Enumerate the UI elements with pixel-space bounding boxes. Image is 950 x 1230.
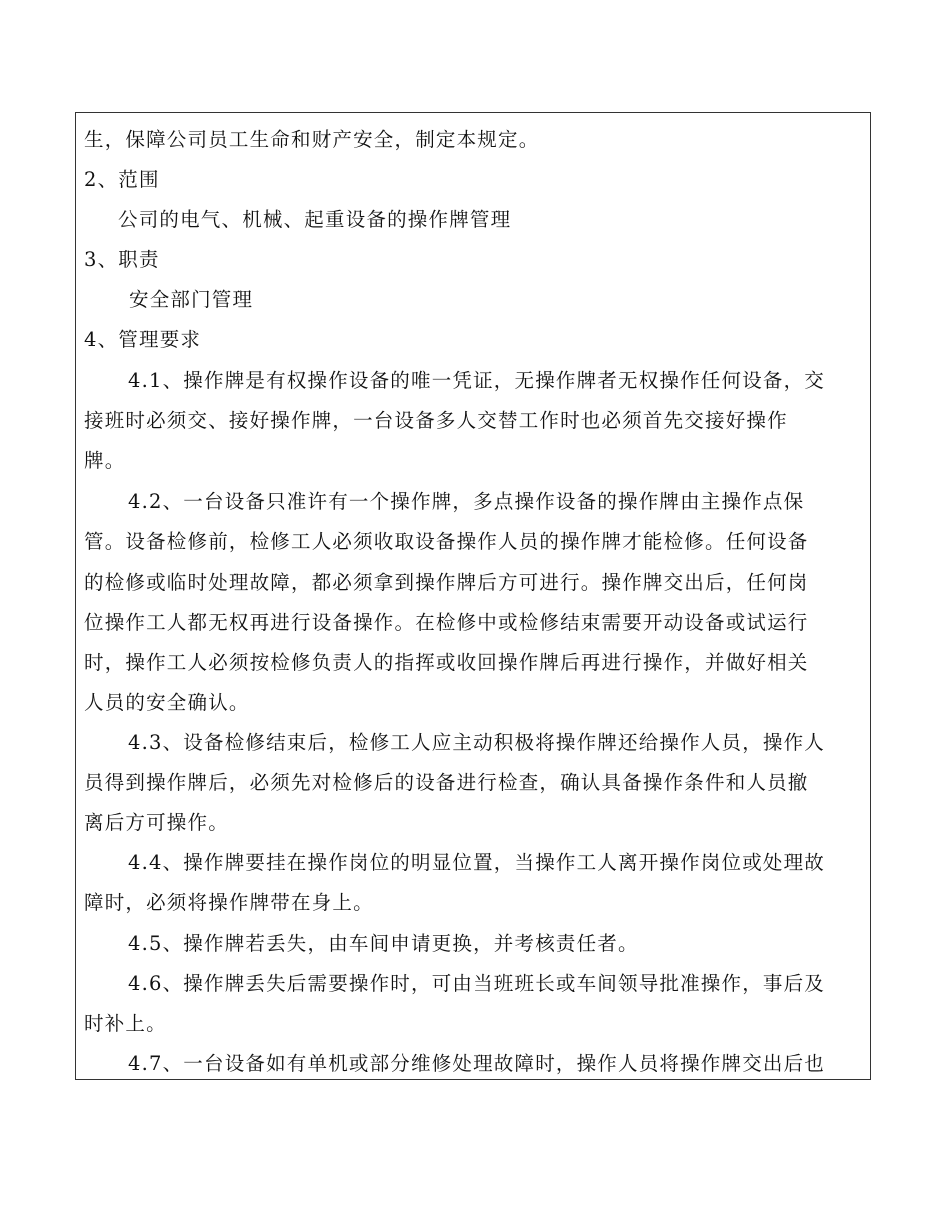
paragraph-4-2-line: 的检修或临时处理故障，都必须拿到操作牌后方可进行。操作牌交出后，任何岗 — [84, 571, 809, 594]
paragraph-4-2-line: 管。设备检修前，检修工人必须收取设备操作人员的操作牌才能检修。任何设备 — [84, 530, 809, 553]
paragraph-4-2-line: 位操作工人都无权再进行设备操作。在检修中或检修结束需要开动设备或试运行 — [84, 611, 809, 634]
paragraph-4-7-line: 4.7、一台设备如有单机或部分维修处理故障时，操作人员将操作牌交出后也 — [128, 1052, 826, 1075]
paragraph-4-6-line: 4.6、操作牌丢失后需要操作时，可由当班班长或车间领导批准操作，事后及 — [128, 972, 826, 995]
paragraph-4-3-line: 离后方可操作。 — [84, 811, 229, 834]
paragraph-4-1-line: 接班时必须交、接好操作牌，一台设备多人交替工作时也必须首先交接好操作 — [84, 409, 788, 432]
paragraph-4-1-line: 4.1、操作牌是有权操作设备的唯一凭证，无操作牌者无权操作任何设备，交 — [128, 369, 826, 392]
paragraph-4-3-line: 员得到操作牌后，必须先对检修后的设备进行检查，确认具备操作条件和人员撤 — [84, 771, 809, 794]
paragraph-4-6-line: 时补上。 — [84, 1012, 167, 1035]
paragraph-4-2-line: 人员的安全确认。 — [84, 691, 250, 714]
paragraph-4-4-line: 4.4、操作牌要挂在操作岗位的明显位置，当操作工人离开操作岗位或处理故 — [128, 851, 826, 874]
section-3-heading: 3、职责 — [84, 248, 160, 271]
paragraph-4-3-line: 4.3、设备检修结束后，检修工人应主动积极将操作牌还给操作人员，操作人 — [128, 731, 826, 754]
paragraph-4-2-line: 4.2、一台设备只准许有一个操作牌，多点操作设备的操作牌由主操作点保 — [128, 490, 805, 513]
paragraph-4-2-line: 时，操作工人必须按检修负责人的指挥或收回操作牌后再进行操作，并做好相关 — [84, 651, 809, 674]
section-2-heading: 2、范围 — [84, 168, 160, 191]
section-4-heading: 4、管理要求 — [84, 328, 202, 351]
paragraph-4-1-line: 牌。 — [84, 449, 126, 472]
intro-tail-text: 生，保障公司员工生命和财产安全，制定本规定。 — [84, 128, 540, 151]
document-frame — [75, 112, 871, 1080]
section-3-body: 安全部门管理 — [129, 288, 254, 311]
paragraph-4-5-line: 4.5、操作牌若丢失，由车间申请更换，并考核责任者。 — [128, 932, 639, 955]
section-2-body: 公司的电气、机械、起重设备的操作牌管理 — [118, 208, 512, 231]
paragraph-4-4-line: 障时，必须将操作牌带在身上。 — [84, 891, 374, 914]
